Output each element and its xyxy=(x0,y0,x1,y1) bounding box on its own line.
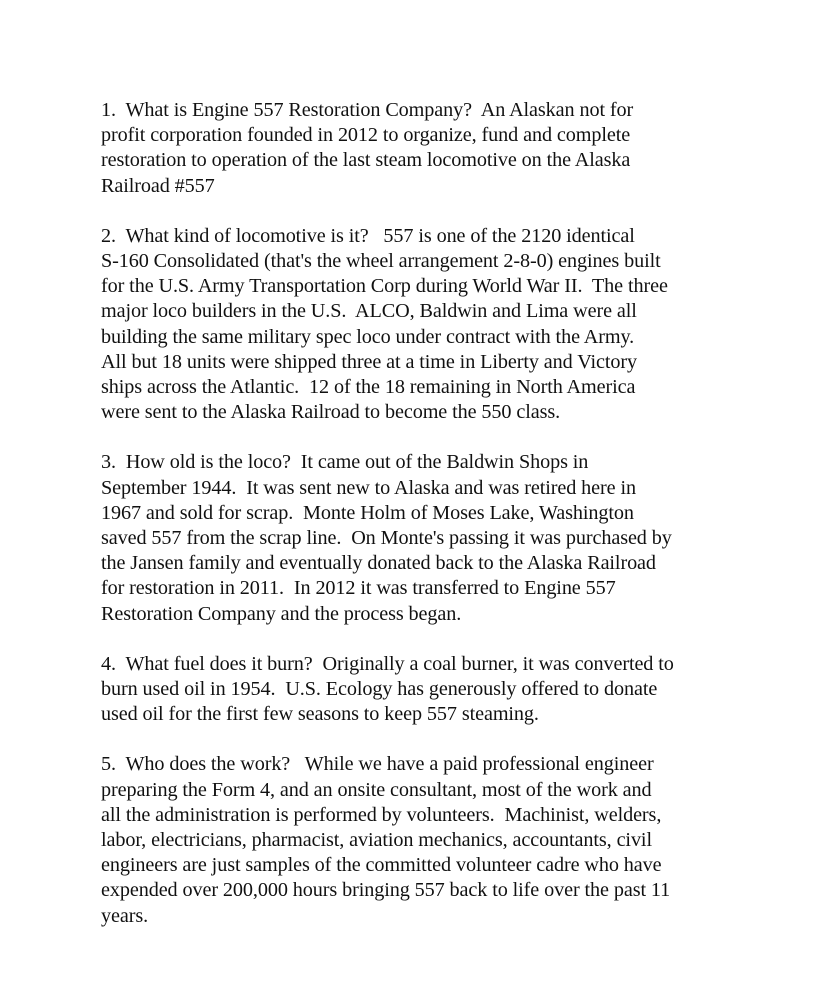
text-line: restoration to operation of the last steam locomotive on the Alaska xyxy=(101,149,631,172)
text-line: major loco builders in the U.S. ALCO, Baldwin and Lima were all xyxy=(101,300,637,323)
text-line: years. xyxy=(101,904,149,927)
text-line: engineers are just samples of the committed volunteer cadre who have xyxy=(101,854,662,877)
text-line: S-160 Consolidated (that's the wheel arrangement 2-8-0) engines built xyxy=(101,250,661,273)
text-line: All but 18 units were shipped three at a time in Liberty and Victory xyxy=(101,350,637,373)
text-line: ships across the Atlantic. 12 of the 18 remaining in North America xyxy=(101,376,636,399)
text-line: September 1944. It was sent new to Alaska and was retired here in xyxy=(101,476,636,499)
text-line: 3. How old is the loco? It came out of the Baldwin Shops in xyxy=(101,451,589,474)
text-line: preparing the Form 4, and an onsite consultant, most of the work and xyxy=(101,778,652,801)
text-line: 1967 and sold for scrap. Monte Holm of Moses Lake, Washington xyxy=(101,501,634,524)
text-line: for the U.S. Army Transportation Corp during World War II. The three xyxy=(101,275,668,298)
faq-paragraph-2 xyxy=(101,224,761,426)
text-line: 4. What fuel does it burn? Originally a coal burner, it was converted to xyxy=(101,652,674,675)
faq-paragraph-5 xyxy=(101,752,761,928)
text-line: expended over 200,000 hours bringing 557 back to life over the past 11 xyxy=(101,879,671,902)
text-line: burn used oil in 1954. U.S. Ecology has generously offered to donate xyxy=(101,678,658,701)
text-line: used oil for the first few seasons to keep 557 steaming. xyxy=(101,703,539,726)
faq-paragraph-3 xyxy=(101,450,761,626)
text-line: Restoration Company and the process began. xyxy=(101,602,462,625)
text-line: 2. What kind of locomotive is it? 557 is one of the 2120 identical xyxy=(101,224,635,247)
faq-paragraph-1 xyxy=(101,98,761,199)
text-line: profit corporation founded in 2012 to organize, fund and complete xyxy=(101,124,631,147)
text-line: were sent to the Alaska Railroad to become the 550 class. xyxy=(101,401,561,424)
text-line: the Jansen family and eventually donated back to the Alaska Railroad xyxy=(101,552,656,575)
text-line: for restoration in 2011. In 2012 it was transferred to Engine 557 xyxy=(101,577,616,600)
document-page xyxy=(101,98,761,954)
text-line: labor, electricians, pharmacist, aviation mechanics, accountants, civil xyxy=(101,829,652,852)
text-line: building the same military spec loco under contract with the Army. xyxy=(101,325,635,348)
text-line: Railroad #557 xyxy=(101,174,215,197)
text-line: saved 557 from the scrap line. On Monte's passing it was purchased by xyxy=(101,527,672,550)
faq-paragraph-4 xyxy=(101,652,761,728)
text-line: all the administration is performed by volunteers. Machinist, welders, xyxy=(101,803,662,826)
text-line: 1. What is Engine 557 Restoration Company? An Alaskan not for xyxy=(101,99,634,121)
text-line: 5. Who does the work? While we have a paid professional engineer xyxy=(101,753,654,776)
